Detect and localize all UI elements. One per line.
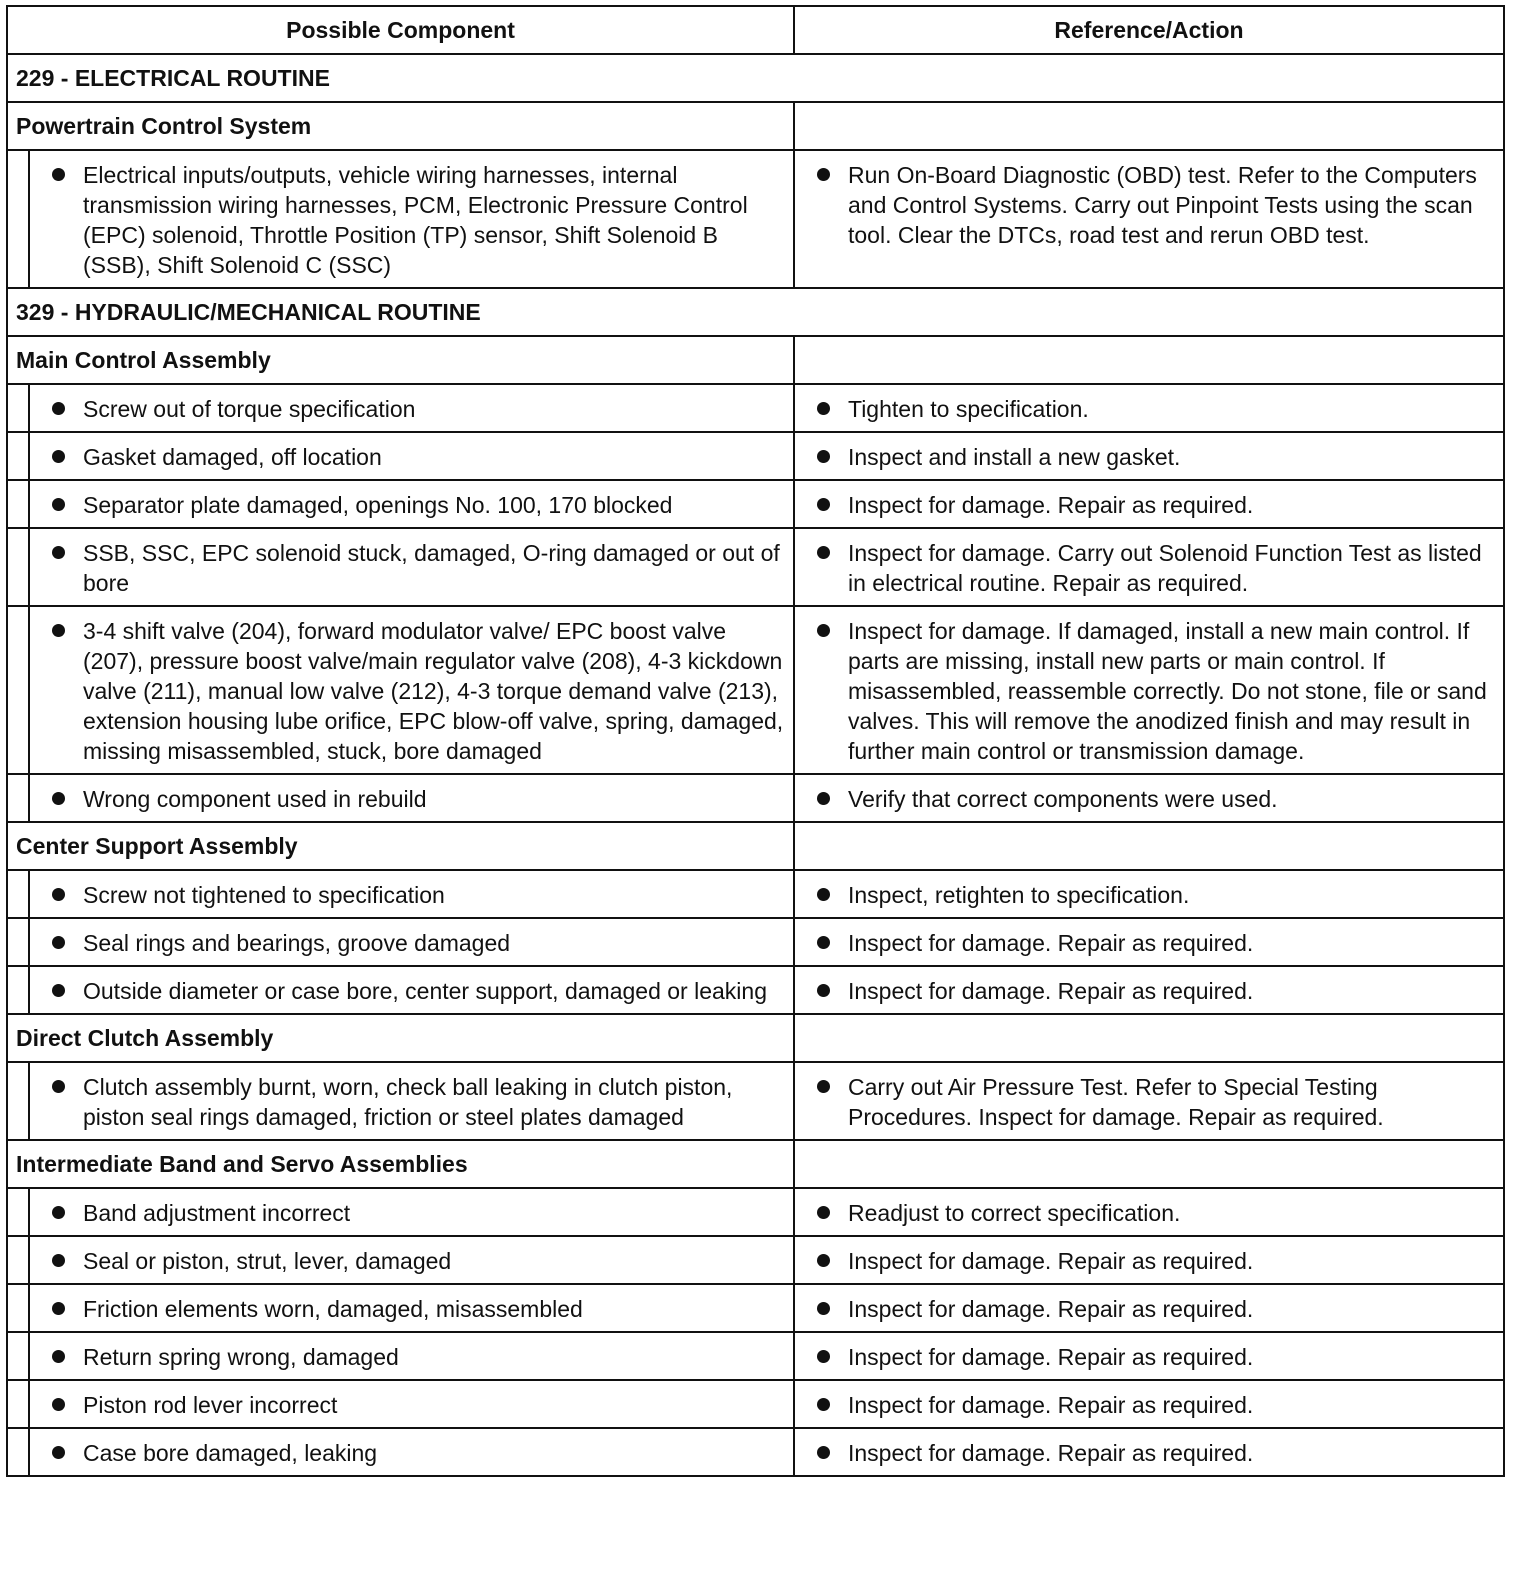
component-text: Gasket damaged, off location bbox=[83, 444, 382, 470]
group-title: Main Control Assembly bbox=[7, 336, 794, 384]
indent-cell bbox=[7, 1380, 29, 1428]
component-text: Outside diameter or case bore, center support, damaged or leaking bbox=[83, 978, 767, 1004]
component-cell bbox=[29, 480, 794, 528]
component-text: Case bore damaged, leaking bbox=[83, 1440, 378, 1466]
indent-cell bbox=[7, 1428, 29, 1476]
component-cell bbox=[29, 966, 794, 1014]
group-action-empty bbox=[794, 1014, 1504, 1062]
table-row bbox=[7, 966, 1504, 1014]
table-row bbox=[7, 918, 1504, 966]
group-row bbox=[7, 822, 1504, 870]
component-text: SSB, SSC, EPC solenoid stuck, damaged, O-ring damaged or out of bore bbox=[83, 540, 780, 596]
bullet-icon bbox=[52, 984, 65, 997]
component-text: Separator plate damaged, openings No. 100, 170 blocked bbox=[83, 492, 673, 518]
table-row bbox=[7, 432, 1504, 480]
component-cell bbox=[29, 774, 794, 822]
bullet-icon bbox=[817, 546, 830, 559]
bullet-icon bbox=[817, 888, 830, 901]
table-row bbox=[7, 1428, 1504, 1476]
group-action-empty bbox=[794, 102, 1504, 150]
component-cell bbox=[29, 918, 794, 966]
action-text: Inspect for damage. Repair as required. bbox=[848, 1248, 1254, 1274]
group-action-empty bbox=[794, 822, 1504, 870]
component-cell bbox=[29, 432, 794, 480]
component-text: Return spring wrong, damaged bbox=[83, 1344, 399, 1370]
bullet-icon bbox=[52, 1302, 65, 1315]
table-row bbox=[7, 150, 1504, 288]
table-row bbox=[7, 870, 1504, 918]
action-cell bbox=[794, 1332, 1504, 1380]
group-row bbox=[7, 1140, 1504, 1188]
group-action-empty bbox=[794, 1140, 1504, 1188]
action-cell bbox=[794, 1284, 1504, 1332]
table-row bbox=[7, 384, 1504, 432]
component-cell bbox=[29, 384, 794, 432]
bullet-icon bbox=[52, 888, 65, 901]
component-cell bbox=[29, 1236, 794, 1284]
indent-cell bbox=[7, 918, 29, 966]
bullet-icon bbox=[52, 1254, 65, 1267]
action-cell bbox=[794, 480, 1504, 528]
indent-cell bbox=[7, 150, 29, 288]
indent-cell bbox=[7, 1062, 29, 1140]
action-text: Inspect and install a new gasket. bbox=[848, 444, 1181, 470]
indent-cell bbox=[7, 1284, 29, 1332]
component-text: Band adjustment incorrect bbox=[83, 1200, 351, 1226]
component-cell bbox=[29, 1428, 794, 1476]
bullet-icon bbox=[52, 936, 65, 949]
group-row bbox=[7, 102, 1504, 150]
header-possible-component: Possible Component bbox=[7, 6, 794, 54]
bullet-icon bbox=[52, 1080, 65, 1093]
header-reference-action: Reference/Action bbox=[794, 6, 1504, 54]
action-cell bbox=[794, 870, 1504, 918]
action-text: Run On-Board Diagnostic (OBD) test. Refer to the Computers and Control Systems. Carry out Pinpoint Tests using the scan tool. Clear the DTCs, road test and rerun OBD test. bbox=[848, 162, 1477, 248]
action-text: Inspect for damage. Repair as required. bbox=[848, 930, 1254, 956]
component-cell bbox=[29, 150, 794, 288]
action-text: Tighten to specification. bbox=[848, 396, 1089, 422]
section-title: 229 - ELECTRICAL ROUTINE bbox=[7, 54, 1504, 102]
bullet-icon bbox=[52, 1206, 65, 1219]
table-row bbox=[7, 1332, 1504, 1380]
action-cell bbox=[794, 1062, 1504, 1140]
action-cell bbox=[794, 918, 1504, 966]
indent-cell bbox=[7, 870, 29, 918]
group-title: Center Support Assembly bbox=[7, 822, 794, 870]
action-text: Inspect for damage. Repair as required. bbox=[848, 978, 1254, 1004]
bullet-icon bbox=[817, 1080, 830, 1093]
action-text: Inspect for damage. Repair as required. bbox=[848, 1296, 1254, 1322]
bullet-icon bbox=[52, 1350, 65, 1363]
bullet-icon bbox=[817, 936, 830, 949]
bullet-icon bbox=[817, 1254, 830, 1267]
component-text: Seal or piston, strut, lever, damaged bbox=[83, 1248, 452, 1274]
action-cell bbox=[794, 1428, 1504, 1476]
group-row bbox=[7, 336, 1504, 384]
group-action-empty bbox=[794, 336, 1504, 384]
action-text: Inspect for damage. Repair as required. bbox=[848, 1344, 1254, 1370]
bullet-icon bbox=[52, 792, 65, 805]
component-cell bbox=[29, 1380, 794, 1428]
indent-cell bbox=[7, 432, 29, 480]
action-text: Inspect for damage. Repair as required. bbox=[848, 1440, 1254, 1466]
bullet-icon bbox=[52, 498, 65, 511]
bullet-icon bbox=[52, 624, 65, 637]
bullet-icon bbox=[52, 450, 65, 463]
group-title: Direct Clutch Assembly bbox=[7, 1014, 794, 1062]
table-row bbox=[7, 1380, 1504, 1428]
component-text: Screw not tightened to specification bbox=[83, 882, 445, 908]
bullet-icon bbox=[52, 546, 65, 559]
bullet-icon bbox=[817, 1206, 830, 1219]
action-text: Readjust to correct specification. bbox=[848, 1200, 1181, 1226]
action-text: Inspect for damage. Repair as required. bbox=[848, 1392, 1254, 1418]
action-cell bbox=[794, 528, 1504, 606]
action-text: Inspect for damage. Carry out Solenoid Function Test as listed in electrical routine. Repair as required. bbox=[848, 540, 1482, 596]
component-text: Piston rod lever incorrect bbox=[83, 1392, 338, 1418]
bullet-icon bbox=[817, 168, 830, 181]
table-row bbox=[7, 774, 1504, 822]
component-text: 3-4 shift valve (204), forward modulator valve/ EPC boost valve (207), pressure boost valve/main regulator valve (208), 4-3 kickdown valve (211), manual low valve (212), 4-3 torque demand valve (213), extension housing lube orifice, EPC blow-off valve, spring, damaged, missing misassembled, stuck, bore damaged bbox=[83, 618, 784, 764]
component-cell bbox=[29, 1188, 794, 1236]
component-text: Electrical inputs/outputs, vehicle wiring harnesses, internal transmission wiring harnesses, PCM, Electronic Pressure Control (EPC) solenoid, Throttle Position (TP) sensor, Shift Solenoid B (SSB), Shift Solenoid C (SSC) bbox=[83, 162, 748, 278]
table-row bbox=[7, 1284, 1504, 1332]
bullet-icon bbox=[52, 402, 65, 415]
component-text: Screw out of torque specification bbox=[83, 396, 416, 422]
component-cell bbox=[29, 1332, 794, 1380]
component-text: Seal rings and bearings, groove damaged bbox=[83, 930, 511, 956]
action-text: Inspect for damage. Repair as required. bbox=[848, 492, 1254, 518]
group-row bbox=[7, 1014, 1504, 1062]
action-cell bbox=[794, 774, 1504, 822]
bullet-icon bbox=[817, 1446, 830, 1459]
component-text: Clutch assembly burnt, worn, check ball leaking in clutch piston, piston seal rings damaged, friction or steel plates damaged bbox=[83, 1074, 733, 1130]
table-row bbox=[7, 480, 1504, 528]
action-cell bbox=[794, 1380, 1504, 1428]
bullet-icon bbox=[817, 498, 830, 511]
indent-cell bbox=[7, 1236, 29, 1284]
bullet-icon bbox=[817, 1398, 830, 1411]
component-cell bbox=[29, 606, 794, 774]
table-row bbox=[7, 528, 1504, 606]
indent-cell bbox=[7, 384, 29, 432]
bullet-icon bbox=[817, 1350, 830, 1363]
action-cell bbox=[794, 384, 1504, 432]
action-cell bbox=[794, 1188, 1504, 1236]
action-cell bbox=[794, 966, 1504, 1014]
table-row bbox=[7, 1062, 1504, 1140]
bullet-icon bbox=[817, 624, 830, 637]
bullet-icon bbox=[52, 1446, 65, 1459]
component-cell bbox=[29, 528, 794, 606]
action-cell bbox=[794, 432, 1504, 480]
bullet-icon bbox=[817, 450, 830, 463]
indent-cell bbox=[7, 528, 29, 606]
action-text: Carry out Air Pressure Test. Refer to Special Testing Procedures. Inspect for damage. Repair as required. bbox=[848, 1074, 1384, 1130]
section-row bbox=[7, 54, 1504, 102]
action-text: Inspect, retighten to specification. bbox=[848, 882, 1190, 908]
group-title: Intermediate Band and Servo Assemblies bbox=[7, 1140, 794, 1188]
table-row bbox=[7, 606, 1504, 774]
indent-cell bbox=[7, 966, 29, 1014]
indent-cell bbox=[7, 774, 29, 822]
action-cell bbox=[794, 150, 1504, 288]
group-title: Powertrain Control System bbox=[7, 102, 794, 150]
indent-cell bbox=[7, 1188, 29, 1236]
bullet-icon bbox=[817, 402, 830, 415]
indent-cell bbox=[7, 606, 29, 774]
bullet-icon bbox=[817, 1302, 830, 1315]
bullet-icon bbox=[817, 984, 830, 997]
bullet-icon bbox=[52, 168, 65, 181]
action-cell bbox=[794, 1236, 1504, 1284]
action-cell bbox=[794, 606, 1504, 774]
component-text: Friction elements worn, damaged, misassembled bbox=[83, 1296, 583, 1322]
section-row bbox=[7, 288, 1504, 336]
table-row bbox=[7, 1236, 1504, 1284]
component-cell bbox=[29, 870, 794, 918]
bullet-icon bbox=[52, 1398, 65, 1411]
component-text: Wrong component used in rebuild bbox=[83, 786, 427, 812]
section-title: 329 - HYDRAULIC/MECHANICAL ROUTINE bbox=[7, 288, 1504, 336]
table-row bbox=[7, 1188, 1504, 1236]
indent-cell bbox=[7, 480, 29, 528]
component-cell bbox=[29, 1284, 794, 1332]
table-header-row bbox=[7, 6, 1504, 54]
bullet-icon bbox=[817, 792, 830, 805]
diagnosis-table bbox=[6, 5, 1505, 1477]
component-cell bbox=[29, 1062, 794, 1140]
action-text: Verify that correct components were used. bbox=[848, 786, 1278, 812]
action-text: Inspect for damage. If damaged, install a new main control. If parts are missing, install new parts or main control. If misassembled, reassemble correctly. Do not stone, file or sand valves. This will remove the anodized finish and may result in further main control or transmission damage. bbox=[848, 618, 1487, 764]
indent-cell bbox=[7, 1332, 29, 1380]
